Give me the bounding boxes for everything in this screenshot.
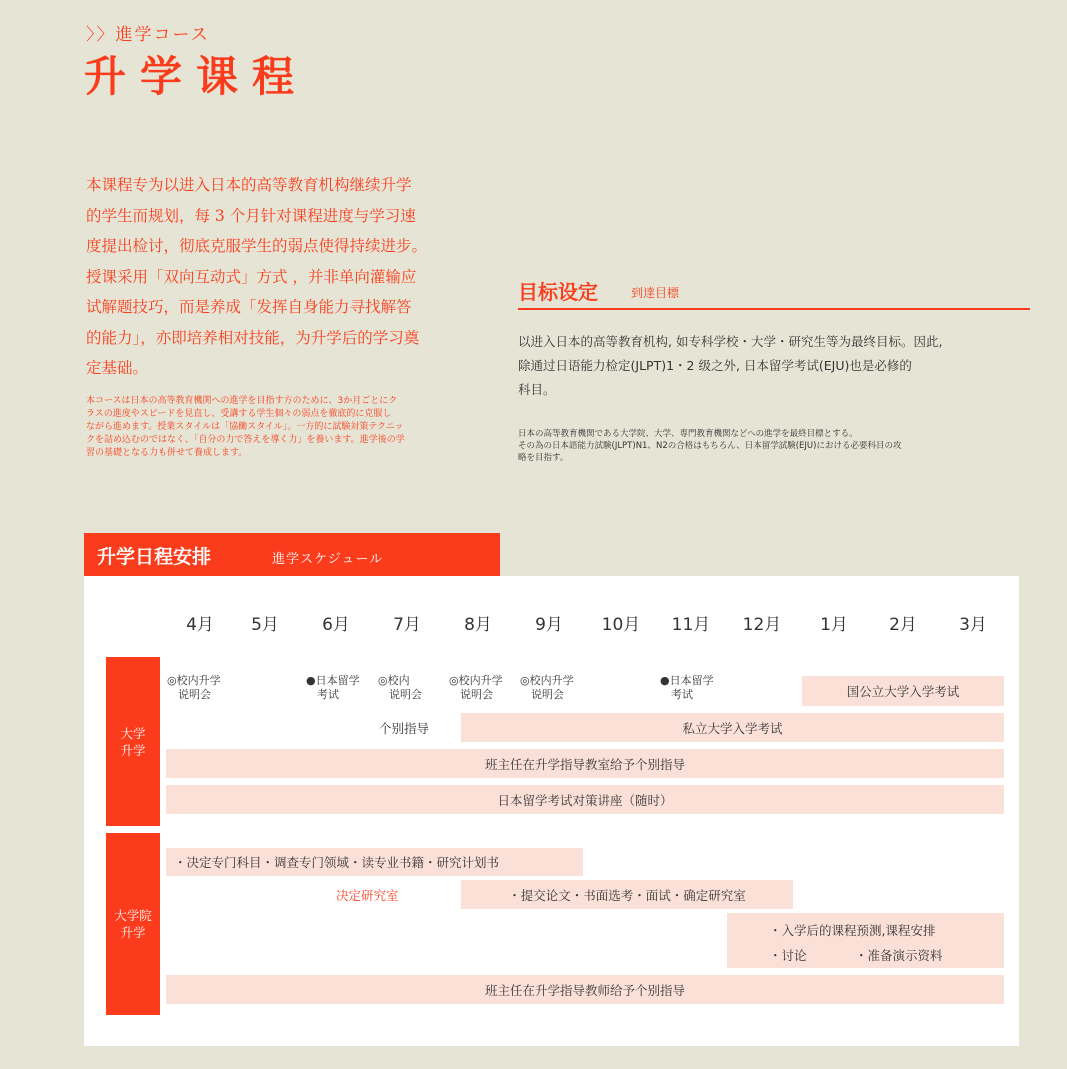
intro-line: 本课程专为以进入日本的高等教育机构继续升学	[86, 176, 412, 194]
month-label: 2月	[889, 615, 917, 635]
university-label-line: 大学	[120, 725, 146, 741]
intro-line: 度提出检讨，彻底克服学生的弱点使得持续进步。	[86, 237, 428, 255]
materials-label: ・准备演示资料	[855, 948, 943, 963]
event-eju-exam	[660, 674, 714, 702]
page-title: 升学课程	[84, 52, 309, 101]
event-line: 考试	[306, 688, 339, 701]
graduate-label-line: 大学院	[114, 908, 152, 923]
graduate-label	[106, 833, 160, 1015]
schedule-tab	[84, 533, 500, 576]
event-eju-exam	[306, 674, 360, 702]
goal-header	[518, 276, 1030, 310]
event-briefing	[167, 674, 221, 702]
event-line: ●日本留学	[306, 674, 360, 687]
post-admission-bar	[727, 913, 1004, 968]
intro-ja-line: 本コースは日本の高等教育機関への進学を目指す方のために、3か月ごとにク	[86, 396, 398, 406]
event-line: 说明会	[378, 688, 422, 701]
eju-course-bar: 日本留学考试对策讲座（随时）	[166, 785, 1004, 814]
goal-subtitle: 到達目標	[631, 286, 680, 300]
event-briefing	[449, 674, 503, 702]
event-line: ◎校内升学	[449, 674, 503, 687]
intro-ja-line: クを詰め込むのではなく、「自分の力で答えを導く力」を養います。進学後の学	[86, 435, 405, 445]
month-label: 10月	[601, 615, 641, 635]
event-line: ●日本留学	[660, 674, 714, 687]
prediction-label: ・入学后的课程预测,课程安排	[769, 923, 936, 938]
discuss-label: ・讨论	[769, 948, 807, 963]
national-exam-bar: 国公立大学入学考试	[802, 676, 1004, 706]
event-briefing	[378, 674, 422, 702]
intro-line: 的能力」，亦即培养相对技能，为升学后的学习奠	[86, 328, 420, 347]
intro-line: 授课采用「双向互动式」方式 ，并非单向灌输应	[86, 267, 417, 286]
goal-chinese	[518, 330, 1033, 402]
month-label: 3月	[959, 615, 987, 635]
month-label: 8月	[464, 615, 492, 635]
month-label: 5月	[251, 615, 279, 635]
university-label	[106, 657, 160, 826]
goal-ja-line: その為の日本語能力試験(JLPT)N1、N2の合格はもちろん、日本留学試験(EJU)における必要科目の攻	[518, 441, 902, 451]
decide-lab-label: 决定研究室	[336, 888, 399, 903]
month-label: 11月	[671, 615, 711, 635]
schedule-title: 升学日程安排	[97, 546, 212, 568]
intro-ja-line: ながら進めます。授業スタイルは「協働スタイル」。一方的に試験対策テクニッ	[86, 422, 404, 432]
event-line: ◎校内	[378, 674, 410, 687]
month-label: 7月	[393, 615, 421, 635]
goal-line: 以进入日本的高等教育机构, 如专科学校・大学・研究生等为最终目标。因此,	[518, 334, 943, 349]
course-subtitle: 〉〉進学コース	[86, 25, 210, 45]
goal-ja-line: 日本の高等教育機関である大学院、大学、専門教育機関などへの進学を最終目標とする。	[518, 429, 858, 439]
event-line: 说明会	[520, 688, 564, 701]
event-briefing	[520, 674, 574, 702]
intro-line: 定基础。	[86, 359, 149, 377]
individual-guidance-label: 个别指导	[379, 721, 430, 736]
month-label: 12月	[742, 615, 782, 635]
goal-line: 科目。	[518, 382, 556, 397]
schedule-subtitle: 進学スケジュール	[272, 552, 384, 567]
intro-japanese	[86, 395, 471, 460]
month-label: 6月	[322, 615, 350, 635]
intro-line: 试解题技巧，而是养成「发挥自身能力寻找解答	[86, 298, 412, 316]
event-line: 说明会	[167, 688, 211, 701]
month-label: 9月	[535, 615, 563, 635]
decide-topics-bar: ・决定专门科目・调查专门领域・读专业书籍・研究计划书	[166, 848, 583, 876]
intro-ja-line: ラスの進度やスピードを見直し、受講する学生個々の弱点を徹底的に克服し	[86, 409, 392, 419]
homeroom-guidance-bar: 班主任在升学指导教室给予个别指导	[166, 749, 1004, 778]
goal-ja-line: 略を目指す。	[518, 453, 569, 463]
month-label: 4月	[186, 615, 214, 635]
private-exam-bar: 私立大学入学考试	[461, 713, 1004, 742]
graduate-homeroom-guidance-bar: 班主任在升学指导教师给予个别指导	[166, 975, 1004, 1004]
graduate-label-line: 升学	[120, 925, 146, 940]
event-line: ◎校内升学	[520, 674, 574, 687]
month-label: 1月	[820, 615, 848, 635]
intro-ja-line: 習の基礎となる力も併せて養成します。	[86, 448, 248, 458]
intro-chinese	[86, 170, 471, 384]
event-line: ◎校内升学	[167, 674, 221, 687]
event-line: 说明会	[449, 688, 493, 701]
university-label-line: 升学	[120, 742, 146, 758]
submit-thesis-bar: ・提交论文・书面选考・面试・确定研究室	[461, 880, 793, 909]
intro-line: 的学生而规划，每 3 个月针对课程进度与学习速	[86, 206, 416, 225]
goal-title: 目标设定	[518, 280, 598, 304]
event-line: 考试	[660, 688, 693, 701]
goal-japanese	[518, 428, 1033, 464]
goal-line: 除通过日语能力检定(JLPT)1・2 级之外, 日本留学考试(EJU)也是必修的	[518, 358, 912, 373]
